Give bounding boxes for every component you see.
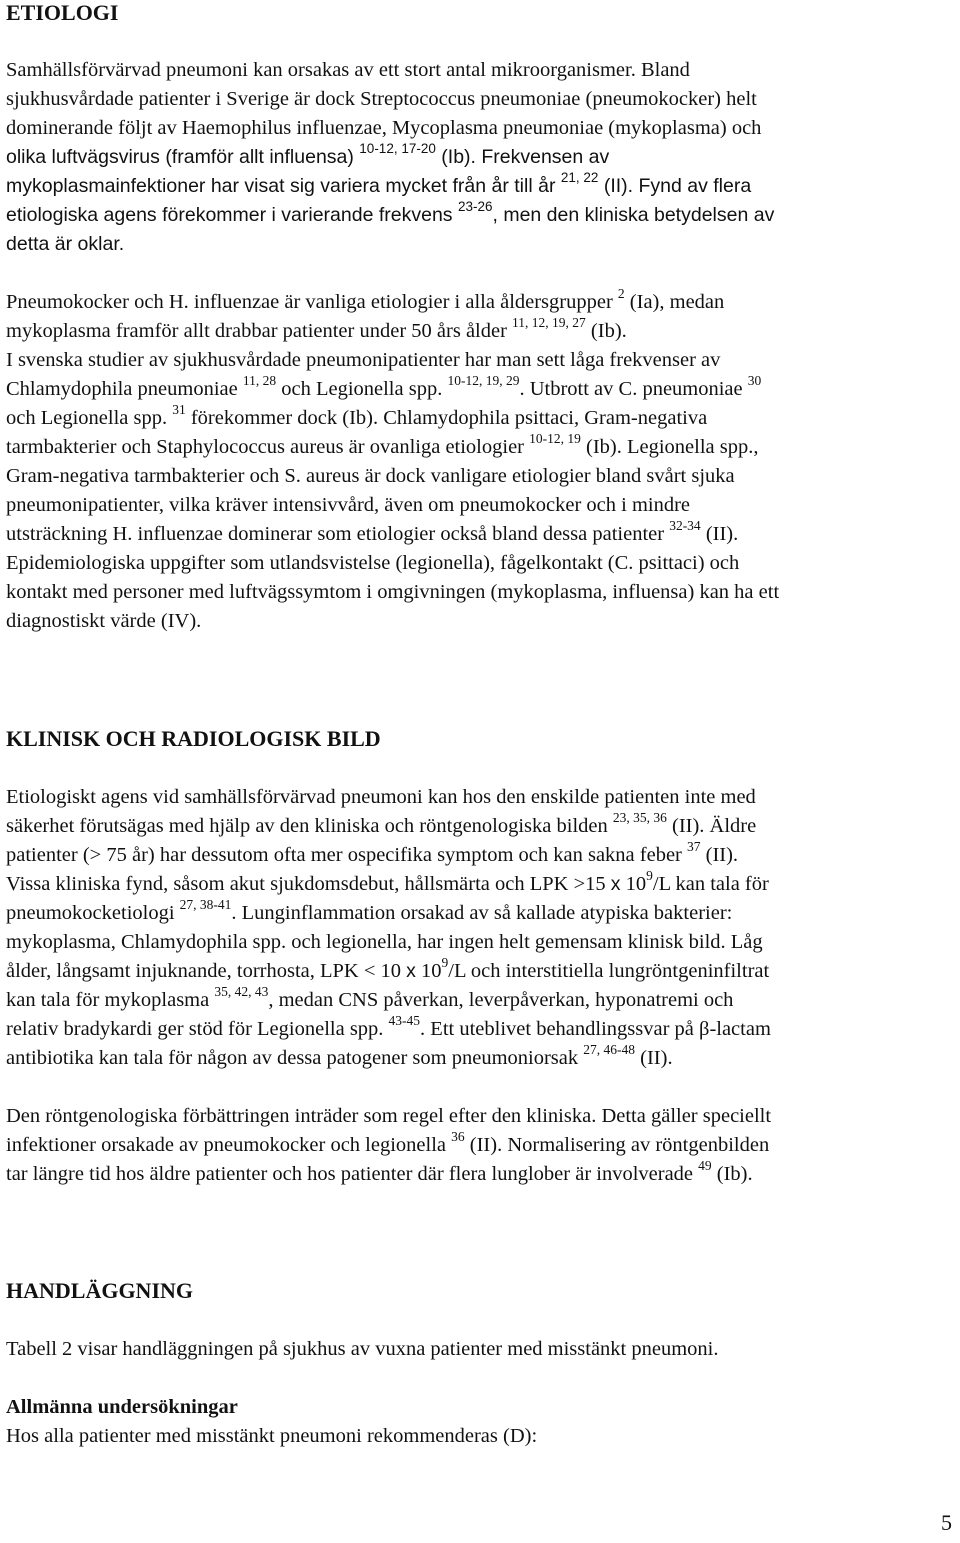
text-line: kontakt med personer med luftvägssymtom i omgivningen (mykoplasma, influensa) kan ha ett — [6, 581, 780, 603]
reference-superscript: 10-12, 19 — [529, 431, 581, 446]
reference-superscript: 49 — [698, 1158, 712, 1173]
reference-superscript: 32-34 — [669, 518, 701, 533]
reference-superscript: 27, 38-41 — [179, 897, 232, 912]
text-line: säkerhet förutsägas med hjälp av den kliniska och röntgenologiska bilden $^{23, 35, 36}$ (II). Äldre — [6, 810, 757, 837]
reference-superscript: 11, 12, 19, 27 — [512, 315, 586, 330]
text-line: ålder, långsamt injuknande, torrhosta, LPK < 10 x 10$^9$/L och interstitiella lungröntgeninfiltrat — [6, 955, 770, 982]
paragraph-handlaggning: Tabell 2 visar handläggningen på sjukhus av vuxna patienter med misstänkt pneumoni. — [6, 1338, 719, 1360]
text-line: Vissa kliniska fynd, såsom akut sjukdomsdebut, hållsmärta och LPK >15 x 10$^9$/L kan tala för — [6, 868, 769, 895]
text-line: antibiotika kan tala för någon av dessa patogener som pneumoniorsak $^{27, 46-48}$ (II). — [6, 1042, 673, 1069]
reference-superscript: 2 — [617, 286, 625, 301]
reference-superscript: 10-12, 19, 29 — [447, 373, 520, 388]
text-line: mykoplasmainfektioner har visat sig variera mycket från år till år $^{21, 22}$ (II). Fynd av flera — [6, 170, 752, 197]
text-line: infektioner orsakade av pneumokocker och legionella $^{36}$ (II). Normalisering av röntgenbilden — [6, 1129, 770, 1156]
reference-superscript: 11, 28 — [242, 373, 277, 388]
text-line: kan tala för mykoplasma $^{35, 42, 43}$, medan CNS påverkan, leverpåverkan, hyponatremi och — [6, 984, 734, 1011]
text-line: tarmbakterier och Staphylococcus aureus är ovanliga etiologier $^{10-12, 19}$ (Ib). Legionella spp., — [6, 431, 759, 458]
section-heading-klinisk: KLINISK OCH RADIOLOGISK BILD — [6, 726, 381, 751]
reference-superscript: 23-26 — [457, 199, 493, 214]
text-line: pneumonipatienter, vilka kräver intensivvård, även om pneumokocker och i mindre — [6, 494, 691, 516]
text-line: olika luftvägsvirus (framför allt influensa) $^{10-12, 17-20}$ (Ib). Frekvensen av — [6, 141, 610, 168]
text-line: relativ bradykardi ger stöd för Legionella spp. $^{43-45}$. Ett uteblivet behandlingssvar på β-lactam — [6, 1013, 771, 1040]
reference-superscript: 10-12, 17-20 — [359, 141, 436, 156]
text-line: etiologiska agens förekommer i varierande frekvens $^{23-26}$, men den kliniska betydelsen av — [6, 199, 775, 226]
reference-superscript: 43-45 — [388, 1013, 421, 1028]
text-line: Gram-negativa tarmbakterier och S. aureus är dock vanligare etiologier bland svårt sjuka — [6, 465, 735, 487]
text-line: diagnostiskt värde (IV). — [6, 610, 202, 632]
text-line: och Legionella spp. $^{31}$ förekommer dock (Ib). Chlamydophila psittaci, Gram-negativa — [6, 402, 708, 429]
text-line: Samhällsförvärvad pneumoni kan orsakas av ett stort antal mikroorganismer. Bland — [6, 59, 690, 81]
reference-superscript: 31 — [172, 402, 186, 417]
text-line: I svenska studier av sjukhusvårdade pneumonipatienter har man sett låga frekvenser av — [6, 349, 721, 371]
reference-superscript: 35, 42, 43 — [214, 984, 269, 999]
reference-superscript: 37 — [687, 839, 701, 854]
text-line: Chlamydophila pneumoniae $^{11, 28}$ och Legionella spp. $^{10-12, 19, 29}$. Utbrott av C. pneumoniae $^{30}$ — [6, 373, 762, 400]
subheading-allmanna-undersokningar: Allmänna undersökningar — [6, 1396, 238, 1418]
text-line: utsträckning H. influenzae dominerar som etiologier också bland dessa patienter $^{32-34}$ (II). — [6, 518, 739, 545]
text-line: Epidemiologiska uppgifter som utlandsvistelse (legionella), fågelkontakt (C. psittaci) och — [6, 552, 740, 574]
text-line: mykoplasma framför allt drabbar patienter under 50 års ålder $^{11, 12, 19, 27}$ (Ib). — [6, 315, 627, 342]
text-line: mykoplasma, Chlamydophila spp. och legionella, har ingen helt gemensam klinisk bild. Låg — [6, 931, 763, 953]
multiplication-sign: x — [610, 873, 621, 895]
text-line: patienter (> 75 år) har dessutom ofta mer ospecifika symptom och kan sakna feber $^{37}$ (II). — [6, 839, 739, 866]
reference-superscript: 21, 22 — [560, 170, 599, 185]
text-line: Pneumokocker och H. influenzae är vanliga etiologier i alla åldersgrupper $^2$ (Ia), medan — [6, 286, 725, 313]
text-line: dominerande följt av Haemophilus influenzae, Mycoplasma pneumoniae (mykoplasma) och — [6, 117, 762, 139]
text-line: Etiologiskt agens vid samhällsförvärvad pneumoni kan hos den enskilde patienten inte med — [6, 786, 756, 808]
text-line: sjukhusvårdade patienter i Sverige är dock Streptococcus pneumoniae (pneumokocker) helt — [6, 88, 757, 110]
exponent-superscript: 9 — [646, 868, 653, 883]
reference-superscript: 36 — [451, 1129, 465, 1144]
text-line: pneumokocketiologi $^{27, 38-41}$. Lunginflammation orsakad av så kallade atypiska bakterier: — [6, 897, 733, 924]
reference-superscript: 30 — [747, 373, 762, 388]
text-line: Den röntgenologiska förbättringen inträder som regel efter den kliniska. Detta gäller speciellt — [6, 1105, 772, 1127]
section-heading-handlaggning: HANDLÄGGNING — [6, 1278, 194, 1303]
section-heading-etiologi: ETIOLOGI — [6, 0, 119, 25]
text-line: tar längre tid hos äldre patienter och hos patienter där flera lunglober är involverade $^{49}$ (Ib). — [6, 1158, 753, 1185]
paragraph-recommendation: Hos alla patienter med misstänkt pneumoni rekommenderas (D): — [6, 1425, 538, 1447]
exponent-superscript: 9 — [441, 955, 449, 970]
text-line: detta är oklar. — [6, 233, 125, 255]
reference-superscript: 23, 35, 36 — [612, 810, 667, 825]
multiplication-sign: x — [406, 960, 416, 982]
reference-superscript: 27, 46-48 — [583, 1042, 636, 1057]
page-number: 5 — [941, 1510, 952, 1535]
